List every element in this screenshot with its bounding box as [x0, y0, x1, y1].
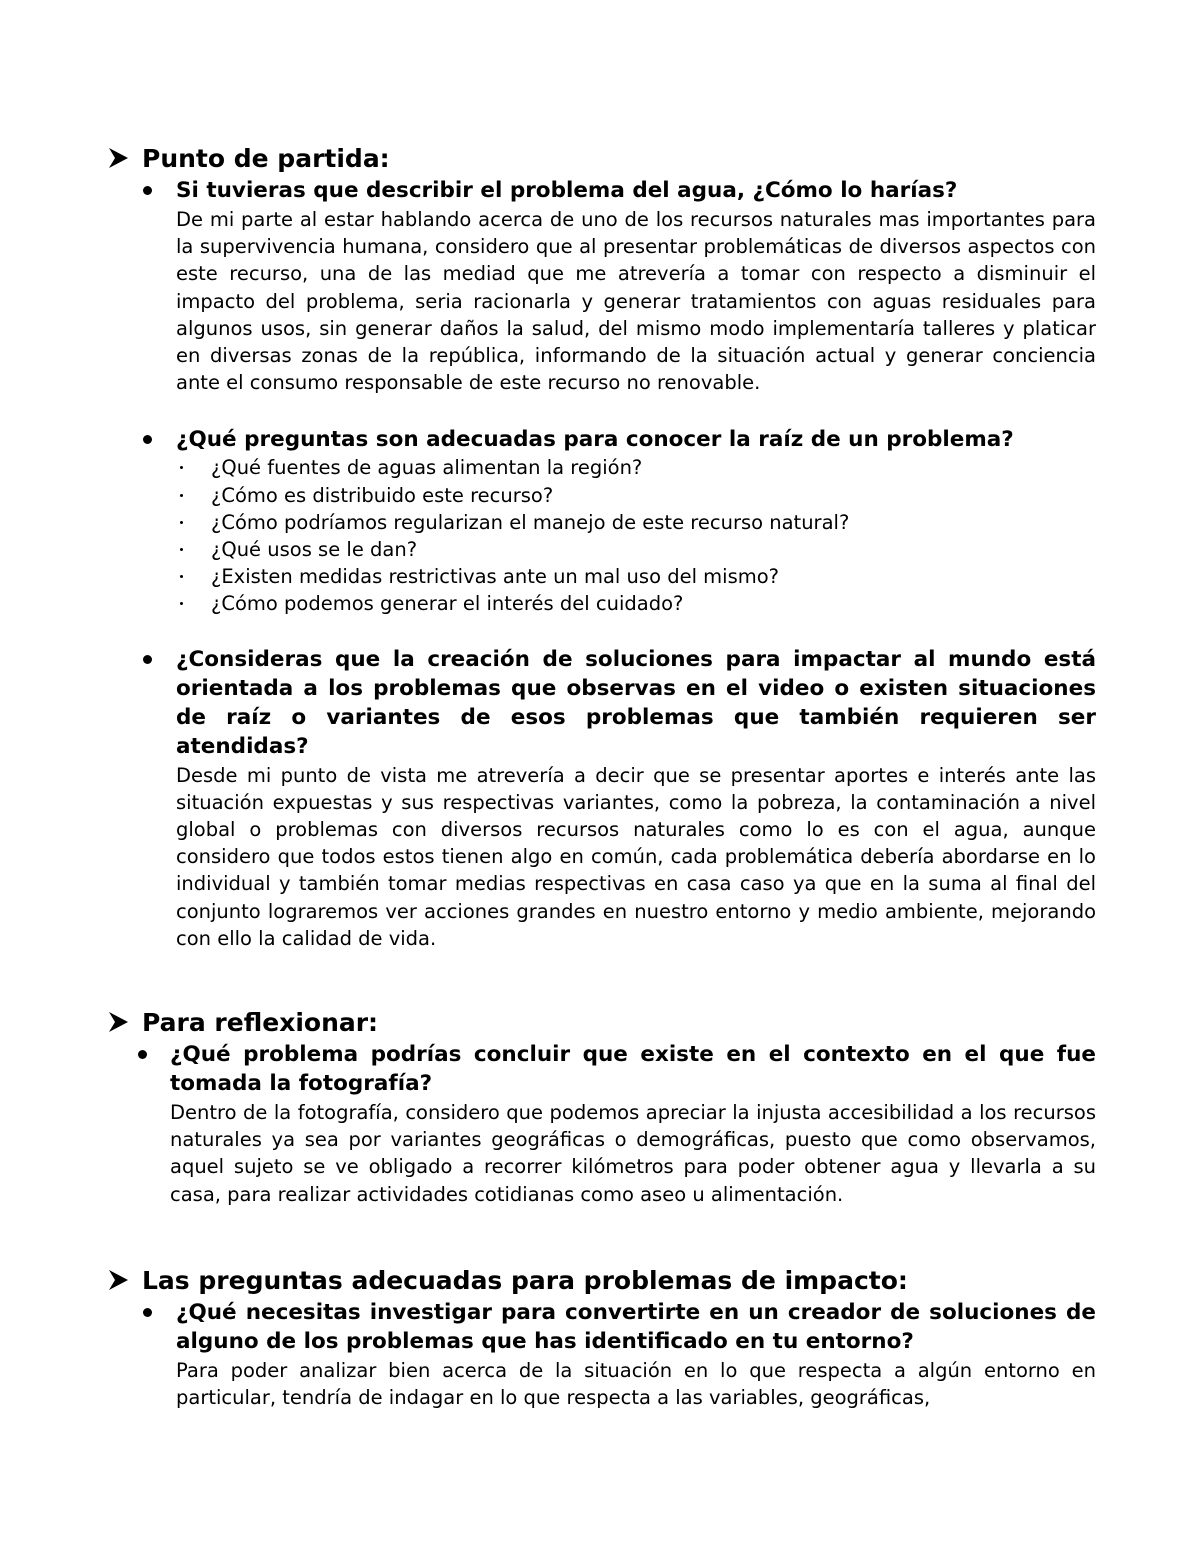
answer-paragraph: Dentro de la fotografía, considero que podemos apreciar la injusta accesibilidad a los recursos naturales ya sea por variantes geográficas o demográficas, puesto que como observamos, aquel sujeto se ve obligado a recorrer kilómetros para poder obtener agua y llevarla a su casa, para realizar actividades cotidianas como aseo u alimentación.	[170, 1101, 1096, 1206]
section-title: Las preguntas adecuadas para problemas de impacto:	[142, 1265, 908, 1295]
bullet-icon	[138, 1050, 147, 1059]
section-punto-de-partida	[106, 143, 1096, 952]
dot-bullet-icon	[180, 494, 183, 497]
question-text: ¿Qué problema podrías concluir que existe en el contexto en el que fue tomada la fotografía?	[170, 1042, 1096, 1096]
bullet-icon	[143, 186, 152, 195]
question-item	[106, 1040, 1096, 1098]
sub-question-list	[176, 454, 1096, 617]
answer-paragraph: De mi parte al estar hablando acerca de uno de los recursos naturales mas importantes para la supervivencia humana, considero que al presentar problemáticas de diversos aspectos con este recurso, una de las mediad que me atrevería a tomar con respecto a disminuir el impacto del problema, seria racionarla y generar tratamientos con aguas residuales para algunos usos, sin generar daños la salud, del mismo modo implementaría talleres y platicar en diversas zonas de la república, informando de la situación actual y generar conciencia ante el consumo responsable de este recurso no renovable.	[176, 208, 1096, 395]
section-heading	[106, 1007, 1096, 1037]
answer-paragraph: Desde mi punto de vista me atrevería a decir que se presentar aportes e interés ante las situación expuestas y sus respectivas variantes, como la pobreza, la contaminación a nivel global o problemas con diversos recursos naturales como lo es con el agua, aunque considero que todos estos tienen algo en común, cada problemática debería abordarse en lo individual y también tomar medias respectivas en casa caso ya que en la suma al final del conjunto lograremos ver acciones grandes en nuestro entorno y medio ambiente, mejorando con ello la calidad de vida.	[176, 763, 1096, 950]
dot-bullet-icon	[180, 575, 183, 578]
section-title: Para reflexionar:	[142, 1007, 379, 1037]
bullet-icon	[143, 435, 152, 444]
bullet-icon	[143, 655, 152, 664]
arrowhead-bullet-icon	[106, 1007, 134, 1037]
section-title: Punto de partida:	[142, 143, 390, 173]
section-heading	[106, 1265, 1096, 1295]
list-item: ¿Cómo es distribuido este recurso?	[176, 482, 1096, 509]
question-item	[106, 1298, 1096, 1356]
question-text: ¿Qué preguntas son adecuadas para conocer la raíz de un problema?	[176, 427, 1014, 453]
question-item	[106, 425, 1096, 454]
dot-bullet-icon	[180, 466, 183, 469]
bullet-icon	[143, 1308, 152, 1317]
list-item: ¿Cómo podemos generar el interés del cuidado?	[176, 590, 1096, 617]
list-item: ¿Existen medidas restrictivas ante un mal uso del mismo?	[176, 563, 1096, 590]
section-heading	[106, 143, 1096, 173]
dot-bullet-icon	[180, 602, 183, 605]
arrowhead-bullet-icon	[106, 1265, 134, 1295]
arrowhead-bullet-icon	[106, 143, 134, 173]
question-item	[106, 176, 1096, 205]
question-item	[106, 645, 1096, 761]
question-text: ¿Qué necesitas investigar para convertirte en un creador de soluciones de alguno de los problemas que has identificado en tu entorno?	[176, 1300, 1096, 1354]
list-item: ¿Qué usos se le dan?	[176, 536, 1096, 563]
section-preguntas-impacto	[106, 1265, 1096, 1411]
section-para-reflexionar	[106, 1007, 1096, 1208]
dot-bullet-icon	[180, 548, 183, 551]
question-text: Si tuvieras que describir el problema del agua, ¿Cómo lo harías?	[176, 178, 958, 203]
list-item: ¿Qué fuentes de aguas alimentan la región?	[176, 454, 1096, 481]
question-text: ¿Consideras que la creación de soluciones para impactar al mundo está orientada a los problemas que observas en el video o existen situaciones de raíz o variantes de esos problemas que también requieren ser atendidas?	[176, 646, 1096, 759]
answer-paragraph: Para poder analizar bien acerca de la situación en lo que respecta a algún entorno en particular, tendría de indagar en lo que respecta a las variables, geográficas,	[176, 1359, 1096, 1410]
dot-bullet-icon	[180, 521, 183, 524]
list-item: ¿Cómo podríamos regularizan el manejo de este recurso natural?	[176, 509, 1096, 536]
